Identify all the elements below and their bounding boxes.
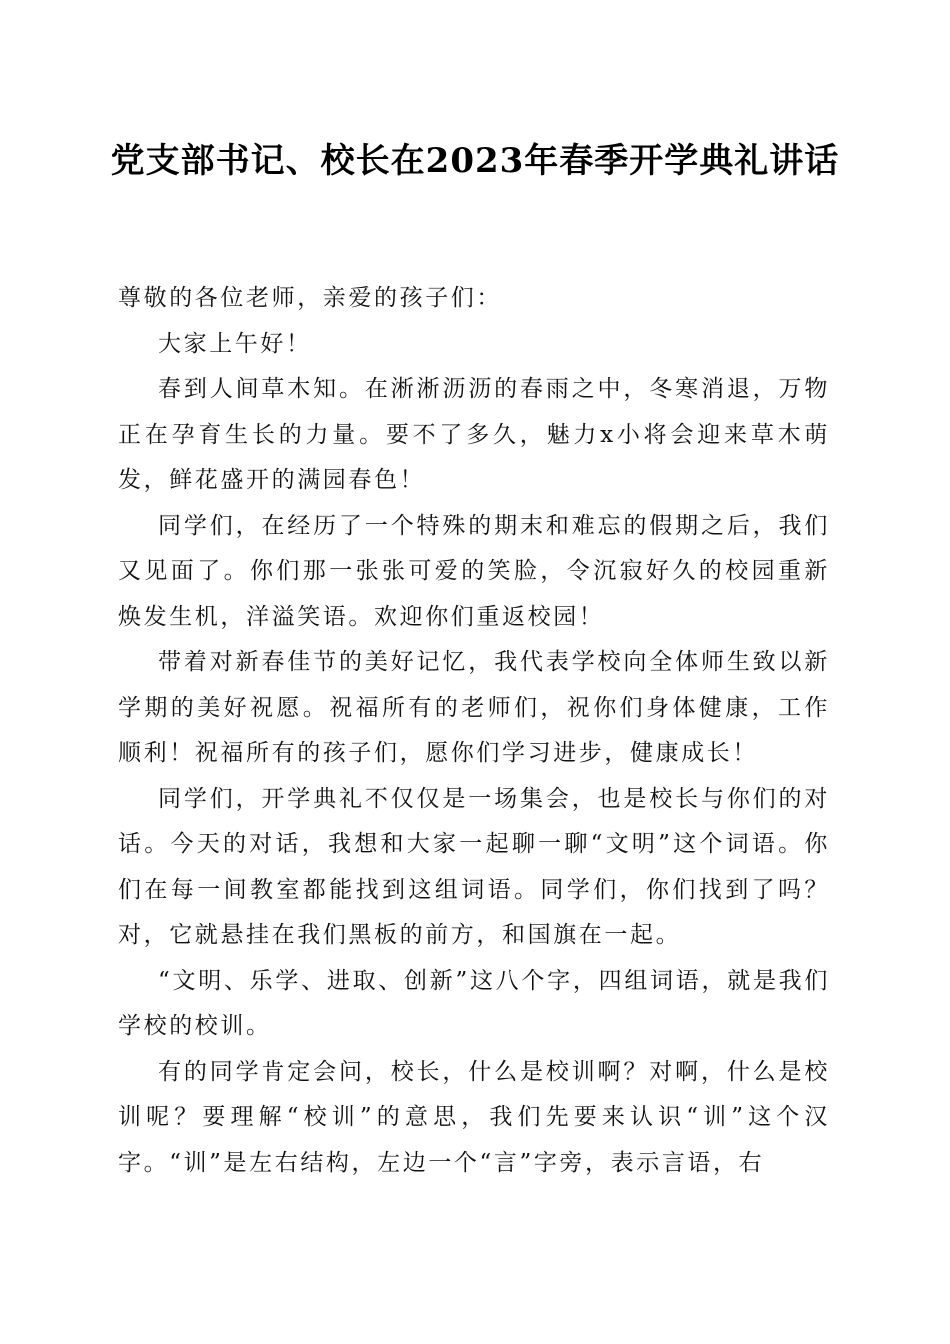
paragraph-greeting: 大家上午好！ (158, 330, 312, 357)
document-title: 党支部书记、校长在2023年春季开学典礼讲话 (110, 141, 840, 181)
paragraph-dialogue: 同学们，开学典礼不仅仅是一场集会，也是校长与你们的对话。今天的对话，我想和大家一起聊一聊“文明”这个词语。你们在每一间教室都能找到这组词语。同学们，你们找到了吗？对，它就悬挂在我们黑板的前方，和国旗在一起。 (118, 785, 830, 948)
paragraph-wishes: 带着对新春佳节的美好记忆，我代表学校向全体师生致以新学期的美好祝愿。祝福所有的老师们，祝你们身体健康，工作顺利！祝福所有的孩子们，愿你们学习进步，健康成长！ (118, 649, 830, 766)
paragraph-spring: 春到人间草木知。在淅淅沥沥的春雨之中，冬寒消退，万物正在孕育生长的力量。要不了多久，魅力x小将会迎来草木萌发，鲜花盛开的满园春色！ (118, 376, 830, 493)
salutation: 尊敬的各位老师，亲爱的孩子们： (118, 285, 502, 311)
document-body (118, 276, 830, 1186)
paragraph-school-motto: “文明、乐学、进取、创新”这八个字，四组词语，就是我们学校的校训。 (118, 967, 830, 1039)
paragraph-welcome-back: 同学们，在经历了一个特殊的期末和难忘的假期之后，我们又见面了。你们那一张张可爱的笑脸，令沉寂好久的校园重新焕发生机，洋溢笑语。欢迎你们重返校园！ (118, 512, 830, 630)
paragraph-motto-meaning: 有的同学肯定会问，校长，什么是校训啊？对啊，什么是校训呢？要理解“校训”的意思，我们先要来认识“训”这个汉字。“训”是左右结构，左边一个“言”字旁，表示言语，右 (118, 1058, 830, 1176)
